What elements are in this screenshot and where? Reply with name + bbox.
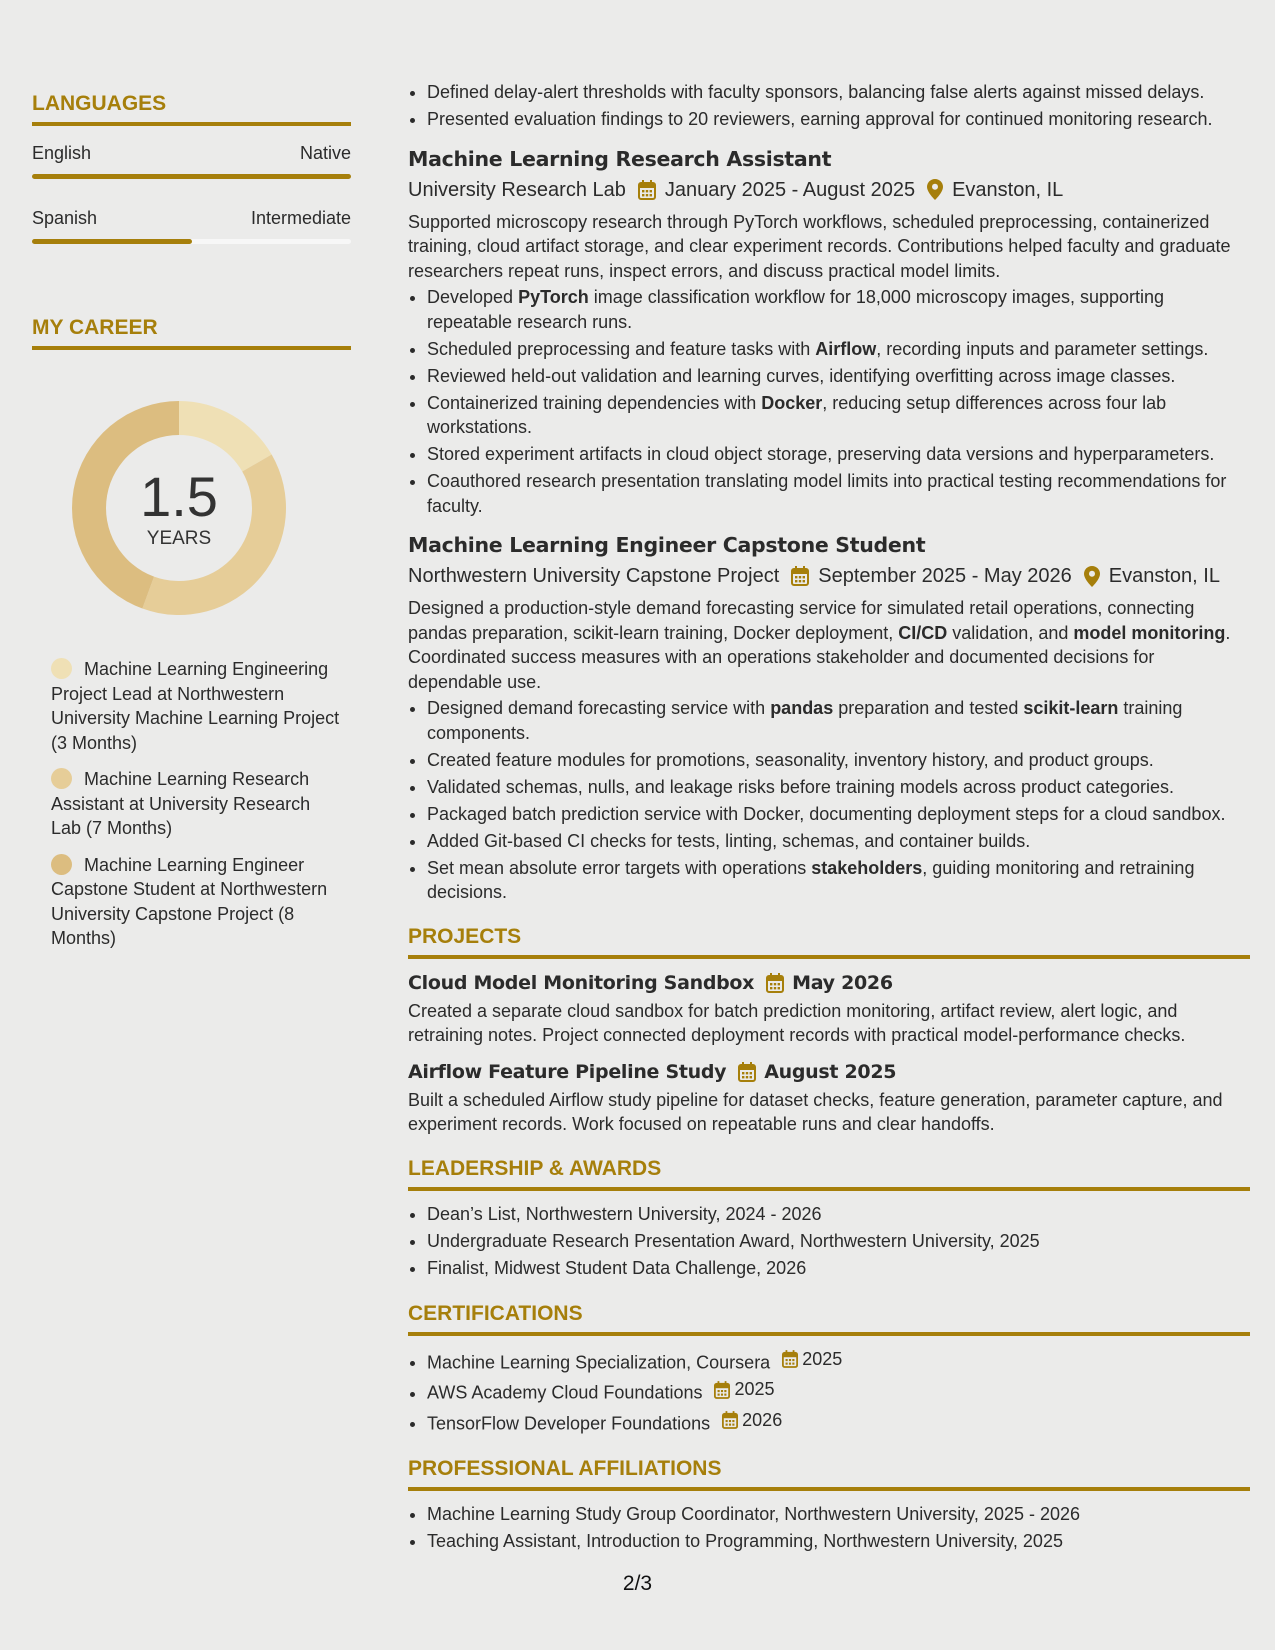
project-date: May 2026 (792, 971, 893, 994)
page-number: 2/3 (622, 1572, 653, 1595)
language-name: English (32, 143, 92, 163)
language-name: Spanish (32, 208, 98, 228)
job-meta (408, 177, 1250, 203)
bullet-item: • Stored experiment artifacts in cloud object storage, preserving data versions and hyperparameters. (427, 442, 1250, 467)
career-heading: MY CAREER (32, 316, 351, 350)
legend-dot-icon (51, 768, 72, 789)
job-summary: Designed a production-style demand forecasting service for simulated retail operations, connecting pandas preparation, scikit-learn training, Docker deployment, CI/CD validation, and model monitoring. Coordinated success measures with an operations stakeholder and documented decisions for dependable use. (408, 598, 1231, 692)
bullet-item: • Set mean absolute error targets with operations stakeholders, guiding monitoring and retraining decisions. (427, 856, 1250, 905)
project-name: Cloud Model Monitoring Sandbox (408, 971, 755, 994)
leadership-heading: LEADERSHIP & AWARDS (408, 1157, 1250, 1191)
bullet-item: • Created feature modules for promotions, seasonality, inventory history, and product groups. (427, 748, 1250, 773)
job-bullets (408, 285, 1250, 518)
calendar-icon (722, 1411, 742, 1429)
language-level-bar (32, 174, 351, 179)
list-item: • Finalist, Midwest Student Data Challenge, 2026 (427, 1255, 1250, 1282)
language-level-bar (32, 239, 351, 244)
career-total-unit: YEARS (146, 528, 212, 549)
job-entry (408, 532, 1250, 905)
career-legend-label: Machine Learning Engineering Project Lead at Northwestern University Machine Learning Project (3 Months) (51, 659, 340, 753)
project-description: Built a scheduled Airflow study pipeline for dataset checks, feature generation, parameter capture, and experiment records. Work focused on repeatable runs and clear handoffs. (408, 1089, 1223, 1134)
donut-segment-1 (179, 401, 272, 472)
experience-continued-bullets (408, 80, 1250, 132)
certification-year: 2026 (742, 1409, 783, 1430)
career-legend-label: Machine Learning Engineer Capstone Student at Northwestern University Capstone Project (8 Months) (51, 854, 328, 948)
bullet-item: • Designed demand forecasting service with pandas preparation and tested scikit-learn training components. (427, 696, 1250, 745)
bullet-item: • Presented evaluation findings to 20 reviewers, earning approval for continued monitoring research. (427, 107, 1250, 132)
job-dates: September 2025 - May 2026 (818, 565, 1072, 587)
career-legend-label: Machine Learning Research Assistant at University Research Lab (7 Months) (51, 769, 311, 838)
certification-name: TensorFlow Developer Foundations (427, 1413, 711, 1433)
calendar-icon (714, 1381, 734, 1399)
legend-dot-icon (51, 658, 72, 679)
list-item: • Teaching Assistant, Introduction to Programming, Northwestern University, 2025 (427, 1528, 1250, 1555)
legend-dot-icon (51, 854, 72, 875)
language-level-fill (32, 239, 192, 244)
bullet-item: • Containerized training dependencies with Docker, reducing setup differences across four lab workstations. (427, 391, 1250, 440)
location-pin-icon (1084, 566, 1100, 587)
job-title: Machine Learning Research Assistant (408, 146, 832, 171)
affiliations-list (408, 1501, 1250, 1555)
language-level: Intermediate (250, 208, 351, 228)
language-item (32, 207, 351, 244)
certification-year: 2025 (734, 1379, 775, 1399)
project-date: August 2025 (764, 1060, 897, 1083)
job-organization: University Research Lab (408, 178, 626, 201)
project-name: Airflow Feature Pipeline Study (408, 1060, 727, 1083)
job-location: Evanston, IL (1108, 565, 1220, 587)
job-organization: Northwestern University Capstone Project (408, 565, 780, 587)
job-title: Machine Learning Engineer Capstone Student (408, 533, 926, 557)
project-entry (408, 971, 1250, 1048)
calendar-icon (638, 180, 656, 200)
languages-list (32, 142, 351, 244)
certifications-heading: CERTIFICATIONS (408, 1302, 1250, 1336)
certification-year: 2025 (802, 1348, 843, 1369)
certification-name: AWS Academy Cloud Foundations (427, 1382, 703, 1403)
certification-item (427, 1407, 1250, 1438)
calendar-icon (791, 566, 809, 586)
leadership-list (408, 1201, 1250, 1282)
certification-name: Machine Learning Specialization, Coursera (427, 1352, 771, 1372)
bullet-item: • Added Git-based CI checks for tests, linting, schemas, and container builds. (427, 829, 1250, 854)
calendar-icon (766, 973, 784, 993)
location-pin-icon (927, 179, 943, 200)
job-summary: Supported microscopy research through PyTorch workflows, scheduled preprocessing, containerized training, cloud artifact storage, and clear experiment records. Contributions helped faculty and graduate researchers repeat runs, inspect errors, and discuss practical model limits. (408, 211, 1231, 281)
certification-item (427, 1376, 1250, 1407)
career-legend (51, 657, 351, 951)
certifications-list (408, 1346, 1250, 1438)
bullet-item: • Scheduled preprocessing and feature tasks with Airflow, recording inputs and parameter settings. (427, 337, 1250, 362)
sidebar (32, 92, 351, 963)
career-donut-chart (66, 395, 292, 621)
languages-heading: LANGUAGES (32, 92, 351, 126)
list-item: • Dean’s List, Northwestern University, 2024 - 2026 (427, 1201, 1250, 1228)
projects-heading: PROJECTS (408, 925, 1250, 959)
career-total-value: 1.5 (140, 465, 218, 528)
job-bullets (408, 696, 1250, 905)
job-meta (408, 563, 1250, 589)
bullet-item: • Developed PyTorch image classification workflow for 18,000 microscopy images, supporting repeatable research runs. (427, 285, 1250, 334)
bullet-item: • Packaged batch prediction service with Docker, documenting deployment steps for a cloud sandbox. (427, 802, 1250, 827)
affiliations-heading: PROFESSIONAL AFFILIATIONS (408, 1457, 1250, 1491)
bullet-item: • Coauthored research presentation translating model limits into practical testing recommendations for faculty. (427, 469, 1250, 518)
project-entry (408, 1060, 1250, 1137)
language-level: Native (299, 143, 351, 163)
project-description: Created a separate cloud sandbox for batch prediction monitoring, artifact review, alert logic, and retraining notes. Project connected deployment records with practical model-performance checks. (408, 1000, 1186, 1045)
job-dates: January 2025 - August 2025 (664, 178, 916, 201)
job-entry (408, 146, 1250, 519)
list-item: • Undergraduate Research Presentation Award, Northwestern University, 2025 (427, 1228, 1250, 1255)
calendar-icon (782, 1350, 802, 1368)
list-item: • Machine Learning Study Group Coordinator, Northwestern University, 2025 - 2026 (427, 1501, 1250, 1528)
career-legend-item (51, 853, 341, 951)
bullet-item: • Validated schemas, nulls, and leakage risks before training models across product categories. (427, 775, 1250, 800)
job-location: Evanston, IL (952, 178, 1064, 201)
language-item (32, 142, 351, 179)
certification-item (427, 1346, 1250, 1377)
language-level-fill (32, 174, 351, 179)
calendar-icon (738, 1062, 756, 1082)
career-legend-item (51, 657, 341, 755)
bullet-item: • Reviewed held-out validation and learning curves, identifying overfitting across image classes. (427, 364, 1250, 389)
bullet-item: • Defined delay-alert thresholds with faculty sponsors, balancing false alerts against missed delays. (427, 80, 1250, 105)
main-content (408, 80, 1250, 1555)
career-legend-item (51, 767, 341, 841)
